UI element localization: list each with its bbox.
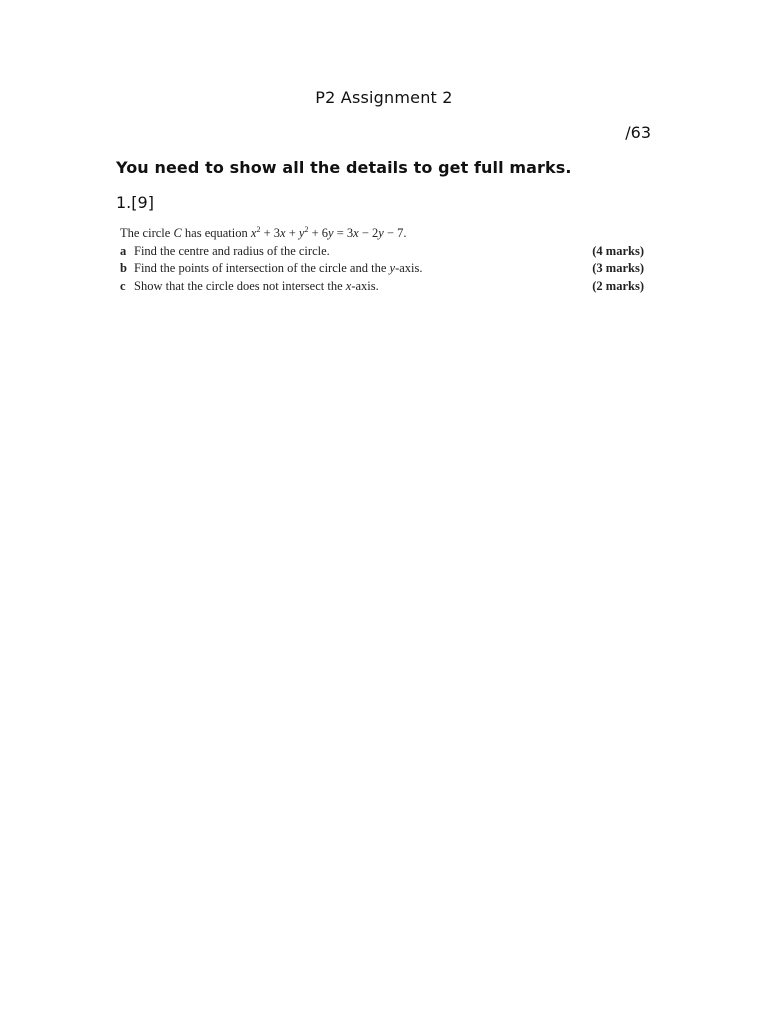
question-number: 1.[9] xyxy=(116,193,154,212)
question-part-c xyxy=(120,279,644,297)
part-marks: (4 marks) xyxy=(592,243,644,258)
eq-y: y xyxy=(298,226,305,240)
eq-x: x xyxy=(353,226,359,240)
eq-x: x xyxy=(250,226,257,240)
part-text: -axis. xyxy=(395,261,423,275)
part-letter: b xyxy=(120,261,127,275)
stem-prefix: The circle xyxy=(120,226,174,240)
eq-term: − 2 xyxy=(358,226,379,240)
eq-x: x xyxy=(280,226,286,240)
eq-term: + 3 xyxy=(260,226,280,240)
eq-y: y xyxy=(328,226,334,240)
question-block xyxy=(120,226,644,296)
question-stem xyxy=(120,226,644,244)
eq-sup: 2 xyxy=(304,225,309,234)
stem-var-c: C xyxy=(173,226,182,240)
eq-term: + 6 xyxy=(308,226,328,240)
eq-y: y xyxy=(378,226,384,240)
part-letter: c xyxy=(120,278,126,293)
axis-var: y xyxy=(389,261,396,275)
part-text: Show that the circle does not intersect the xyxy=(134,278,346,293)
question-part-a xyxy=(120,244,644,262)
total-marks: /63 xyxy=(625,123,651,142)
eq-term: + xyxy=(285,226,299,240)
page-title: P2 Assignment 2 xyxy=(315,88,453,107)
instructions-text: You need to show all the details to get full marks. xyxy=(116,158,572,177)
eq-term: − 7. xyxy=(383,226,407,240)
part-text: Find the points of intersection of the circle and the xyxy=(134,261,390,275)
stem-mid: has equation xyxy=(181,226,251,240)
axis-var: x xyxy=(345,278,352,293)
part-letter: a xyxy=(120,243,127,258)
part-text: -axis. xyxy=(351,278,379,293)
eq-sup: 2 xyxy=(256,225,261,234)
part-text: Find the centre and radius of the circle. xyxy=(134,243,330,258)
part-marks: (2 marks) xyxy=(592,278,644,293)
part-marks: (3 marks) xyxy=(592,261,644,275)
question-part-b xyxy=(120,261,644,279)
eq-term: = 3 xyxy=(333,226,354,240)
